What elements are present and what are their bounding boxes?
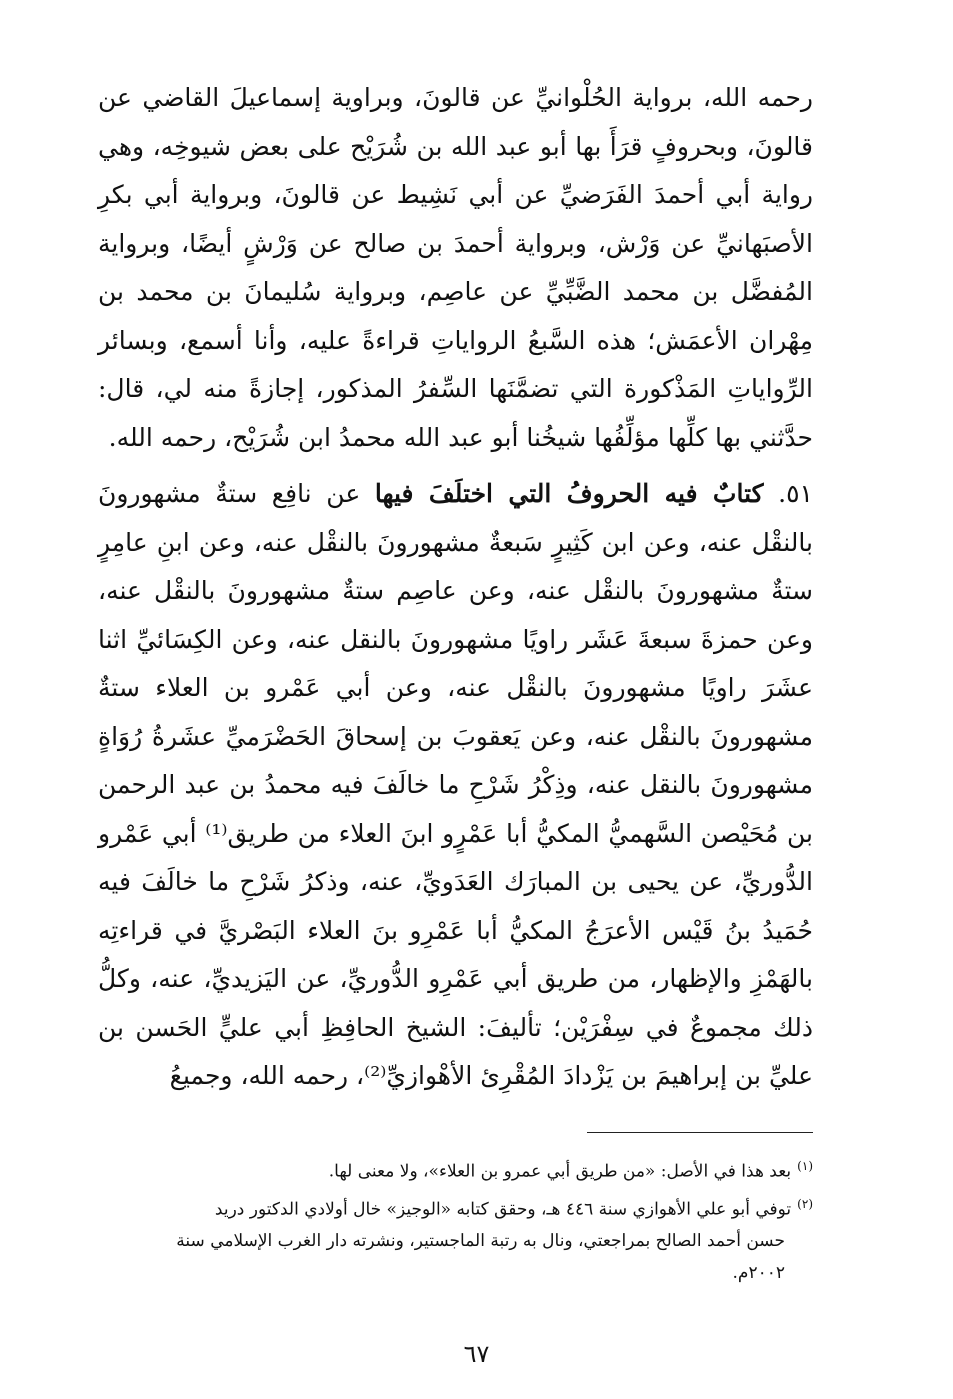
- footnote-2-line-3: ٢٠٠٢م.: [732, 1263, 785, 1284]
- paragraph-number: ٥١.: [778, 479, 813, 508]
- paragraph-51: [98, 470, 813, 1101]
- footnote-text: بعد هذا في الأصل: «من طريق أبي عمرو بن العلاء»، ولا معنى لها.: [328, 1161, 792, 1182]
- footnote-marker: (٢): [797, 1196, 813, 1211]
- footnote-2-line-2: حسن أحمد الصالح بمراجعتي، ونال به رتبة الماجستير، ونشرته دار الغرب الإسلامي سنة: [176, 1231, 785, 1252]
- paragraph-lead-bold: كتابٌ فيه الحروفُ التي اختلَفَ فيها: [374, 479, 764, 508]
- paragraph-continued: رحمه الله، برواية الحُلْوانيِّ عن قالونَ، وبراوية إسماعيلَ القاضي عن قالونَ، وبحروفٍ قرَأَ بها أبو عبد الله بن شُرَيْح على بعض شيوخِه، وهي رواية أبي أحمدَ الفَرَضيِّ عن أبي نَشِيط عن قالونَ، وبرواية أبي بكرِ الأصبَهانيِّ عن وَرْش، وبرواية أحمدَ بن صالح عن وَرْشٍ أيضًا، وبرواية المُفضَّل بن محمد الضَّبِّيِّ عن عاصِم، وبرواية سُليمانَ بن محمد بن مِهْران الأعمَش؛ هذه السَّبعُ الرواياتِ قراءةً عليه، وأنا أسمع، وبسائر الرِّواياتِ المَذْكورة التي تضمَّنَها السِّفرُ المذكور، إجازةً منه لي، قال: حدَّثني بها كلِّها مؤلِّفُها شيخُنا أبو عبد الله محمدُ ابن شُرَيْح، رحمه الله.: [98, 83, 813, 452]
- footnote-separator: [587, 1132, 813, 1133]
- footnote-marker: (١): [797, 1159, 813, 1173]
- page-number: ٦٧: [463, 1340, 490, 1368]
- footnote-text: توفي أبو علي الأهوازي سنة ٤٤٦ هـ، وحقق كتابه «الوجيز» خال أولادي الدكتور دريد: [214, 1199, 792, 1220]
- main-text: [98, 74, 813, 1101]
- footnote-1: [98, 1150, 813, 1188]
- paragraph-body: عن نافِع ستةٌ مشهورونَ بالنقْل عنه، وعن ابن كَثِيرٍ سَبعةٌ مشهورونَ بالنقْل عنه، وعن ابنِ عامِرٍ ستةٌ مشهورونَ بالنقْل عنه، وعن عاصِم ستةٌ مشهورونَ بالنقْل عنه، وعن حمزةَ سبعةَ عَشَر راويًا مشهورونَ بالنقل عنه، وعن الكِسَائيِّ اثنا عشَرَ راويًا مشهورونَ بالنقْل عنه، وعن أبي عَمْرو بن العلاء ستةٌ مشهورونَ بالنقْل عنه، وعن يَعقوبَ بن إسحاقَ الحَضْرَميِّ عشَرةُ رُوَاةٍ مشهورونَ بالنقل عنه، وذِكْرُ شَرْحِ ما خالَفَ فيه محمدُ بن عبد الرحمن بن مُحَيْصن السَّهميُّ المكيُّ أبا عَمْرٍو ابنَ العلاء من طريق⁽¹⁾ أبي عَمْرو الدُّوريِّ، عن يحيى بن المبارَك العَدَويِّ، عنه، وذكرُ شَرْحِ ما خالَفَ فيه حُمَيدُ بنُ قَيْس الأعرَجُ المكيُّ أبا عَمْرِو بنَ العلاء البَصْريَّ في قراءتِه بالهَمْزِ والإظهار، من طريق أبي عَمْرِو الدُّوريِّ، عن اليَزيديِّ، عنه، وكلُّ ذلك مجموعٌ في سِفْرَيْن؛ تأليفَ: الشيخ الحافِظِ أبي عليٍّ الحَسن بن عليِّ بن إبراهيمَ بن يَزْدادَ المُقْرِئ الأهْوازيِّ⁽²⁾، رحمه الله، وجميعُ: [98, 479, 814, 1090]
- footnote-2: [98, 1188, 813, 1226]
- footnotes: [98, 1150, 813, 1289]
